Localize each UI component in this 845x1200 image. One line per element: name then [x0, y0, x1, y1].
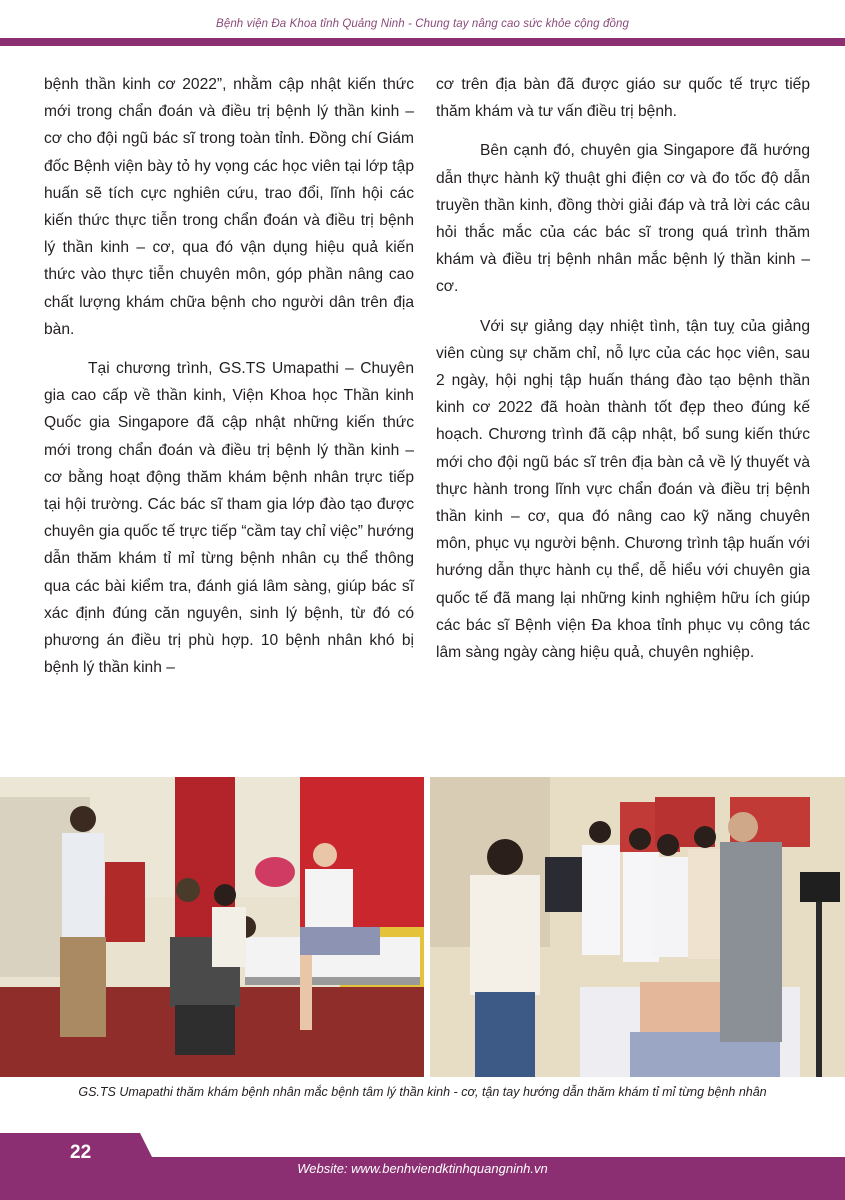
- photo-examination-bed: [430, 777, 845, 1077]
- footer-website[interactable]: Website: www.benhviendktinhquangninh.vn: [297, 1161, 548, 1176]
- paragraph: Tại chương trình, GS.TS Umapathi – Chuyên gia cao cấp về thần kinh, Viện Khoa học Thần kinh Quốc gia Singapore đã cập nhật những kiến thức mới trong chẩn đoán và điều trị bệnh lý thần kinh – cơ bằng hoạt động thăm khám bệnh nhân trực tiếp tại hội trường. Các bác sĩ tham gia lớp đào tạo được chuyên gia quốc tế trực tiếp “cầm tay chỉ việc” hướng dẫn thăm khám tỉ mỉ từng bệnh nhân cụ thể thông qua các bài kiểm tra, đánh giá lâm sàng, giúp bác sĩ xác định đúng căn nguyên, sinh lý bệnh, từ đó có phương án điều trị phù hợp. 10 bệnh nhân khó bị bệnh lý thần kinh –: [44, 360, 414, 677]
- photo-examination-seated: [0, 777, 424, 1077]
- photo-caption: GS.TS Umapathi thăm khám bệnh nhân mắc bệnh tâm lý thần kinh - cơ, tận tay hướng dẫn thăm khám tỉ mỉ từng bệnh nhân: [78, 1085, 767, 1099]
- paragraph: cơ trên địa bàn đã được giáo sư quốc tế trực tiếp thăm khám và tư vấn điều trị bệnh.: [436, 76, 810, 121]
- paragraph: bệnh thần kinh cơ 2022”, nhằm cập nhật kiến thức mới trong chẩn đoán và điều trị bệnh lý thần kinh – cơ cho đội ngũ bác sĩ trong toàn tỉnh. Đồng chí Giám đốc Bệnh viện bày tỏ hy vọng các học viên tại lớp tập huấn sẽ tích cực nghiên cứu, trao đổi, lĩnh hội các kiến thức thực tiễn trong chẩn đoán và điều trị bệnh lý thần kinh – cơ, qua đó vận dụng hiệu quả kiến thức vào thực tiễn chuyên môn, góp phần nâng cao chất lượng khám chữa bệnh cho người dân trên địa bàn.: [44, 76, 414, 338]
- header-title: Bệnh viện Đa Khoa tỉnh Quảng Ninh - Chung tay nâng cao sức khỏe cộng đồng: [216, 18, 629, 30]
- paragraph: Với sự giảng dạy nhiệt tình, tận tuỵ của giảng viên cùng sự chăm chỉ, nỗ lực của các học viên, sau 2 ngày, hội nghị tập huấn tháng đào tạo bệnh thần kinh cơ 2022 đã hoàn thành tốt đẹp theo đúng kế hoạch. Chương trình đã cập nhật, bổ sung kiến thức mới cho đội ngũ bác sĩ trên địa bàn cả về lý thuyết và thực hành trong lĩnh vực chẩn đoán và điều trị bệnh thần kinh – cơ, qua đó nâng cao kỹ năng chuyên môn, phục vụ người bệnh. Chương trình tập huấn với hướng dẫn thực hành cụ thể, dễ hiểu với chuyên gia quốc tế đã mang lại những kinh nghiệm hữu ích giúp các bác sĩ Bệnh viện Đa khoa tỉnh phục vụ công tác lâm sàng ngày càng hiệu quả, chuyên nghiệp.: [436, 317, 810, 662]
- article-left-column: [44, 71, 414, 681]
- paragraph: Bên cạnh đó, chuyên gia Singapore đã hướng dẫn thực hành kỹ thuật ghi điện cơ và đo tốc độ dẫn truyền thần kinh, đồng thời giải đáp và trả lời các câu hỏi thắc mắc của các bác sĩ trong quá trình thăm khám và điều trị bệnh nhân mắc bệnh lý thần kinh – cơ.: [436, 142, 810, 296]
- header-divider: [0, 38, 845, 46]
- article-right-column: [436, 71, 810, 666]
- page-number: 22: [70, 1142, 92, 1163]
